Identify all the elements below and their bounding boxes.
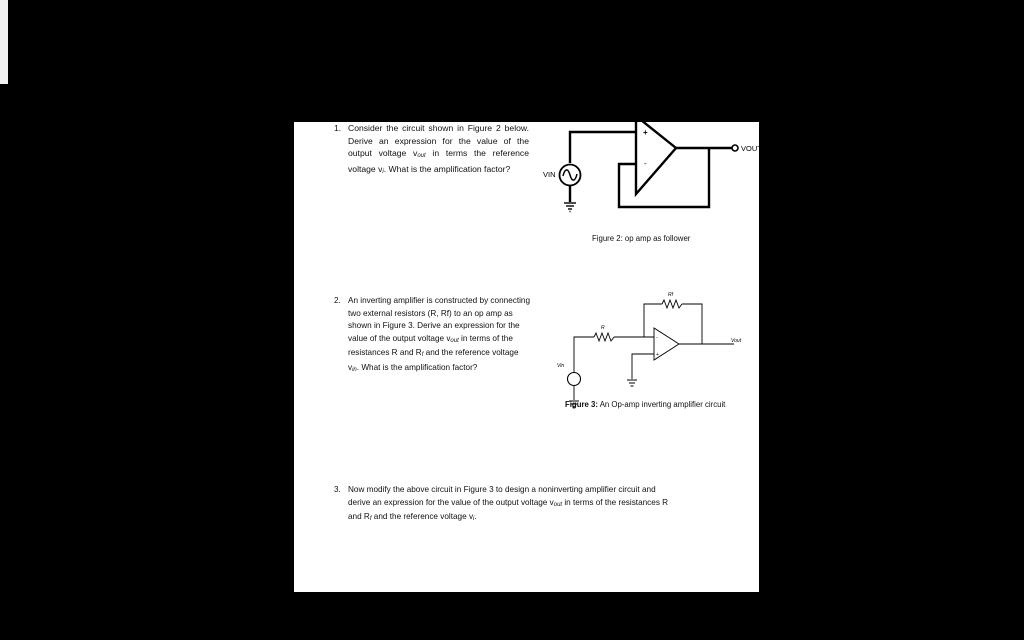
question-number: 2. — [334, 296, 341, 305]
vin-label: Vin — [557, 363, 565, 369]
question-line: vin. What is the amplification factor? — [348, 362, 478, 373]
question-line: shown in Figure 3. Derive an expression for the — [348, 321, 520, 331]
figure-2-caption: Figure 2: op amp as follower — [592, 234, 691, 243]
window-edge-strip — [0, 0, 8, 84]
question-line: resistances R and Rf and the reference voltage — [348, 348, 519, 359]
question-number: 3. — [334, 485, 341, 494]
minus-sign: - — [644, 159, 647, 168]
question-line: Consider the circuit shown in Figure 2 below. — [348, 123, 529, 133]
rf-label: Rf — [668, 292, 673, 298]
vin-source-icon — [568, 373, 581, 386]
question-line: two external resistors (R, Rf) to an op amp as — [348, 308, 513, 318]
question-line: output voltage vout in terms the reference — [348, 148, 529, 160]
minus-sign: - — [656, 335, 658, 341]
r-label: R — [601, 325, 605, 331]
figure-3-caption-text: An Op-amp inverting amplifier circuit — [599, 400, 726, 409]
plus-sign: + — [643, 128, 648, 137]
figure-3-circuit — [294, 122, 762, 592]
document-page — [294, 122, 762, 592]
vout-label: Vout — [731, 338, 742, 344]
plus-sign: + — [656, 352, 659, 358]
vin-label: VIN — [543, 170, 556, 179]
question-line: derive an expression for the value of the output voltage vout in terms of the resistances R — [348, 497, 669, 508]
question-line: value of the output voltage vout in terms of the — [348, 333, 513, 344]
vout-label: VOUT — [741, 144, 762, 153]
question-line: Now modify the above circuit in Figure 3 to design a noninverting amplifier circuit and — [348, 485, 656, 494]
question-number: 1. — [334, 123, 342, 133]
figure-3-caption-label: Figure 3: — [565, 400, 598, 409]
question-line: An inverting amplifier is constructed by connecting — [348, 296, 531, 305]
figure-3-caption — [565, 400, 725, 409]
question-line: Derive an expression for the value of the — [348, 135, 529, 146]
question-line: voltage vi. What is the amplification factor? — [348, 163, 511, 175]
ground-icon — [627, 380, 637, 386]
inverting-wires — [574, 300, 734, 400]
question-line: and Rf and the reference voltage vi. — [348, 512, 477, 523]
